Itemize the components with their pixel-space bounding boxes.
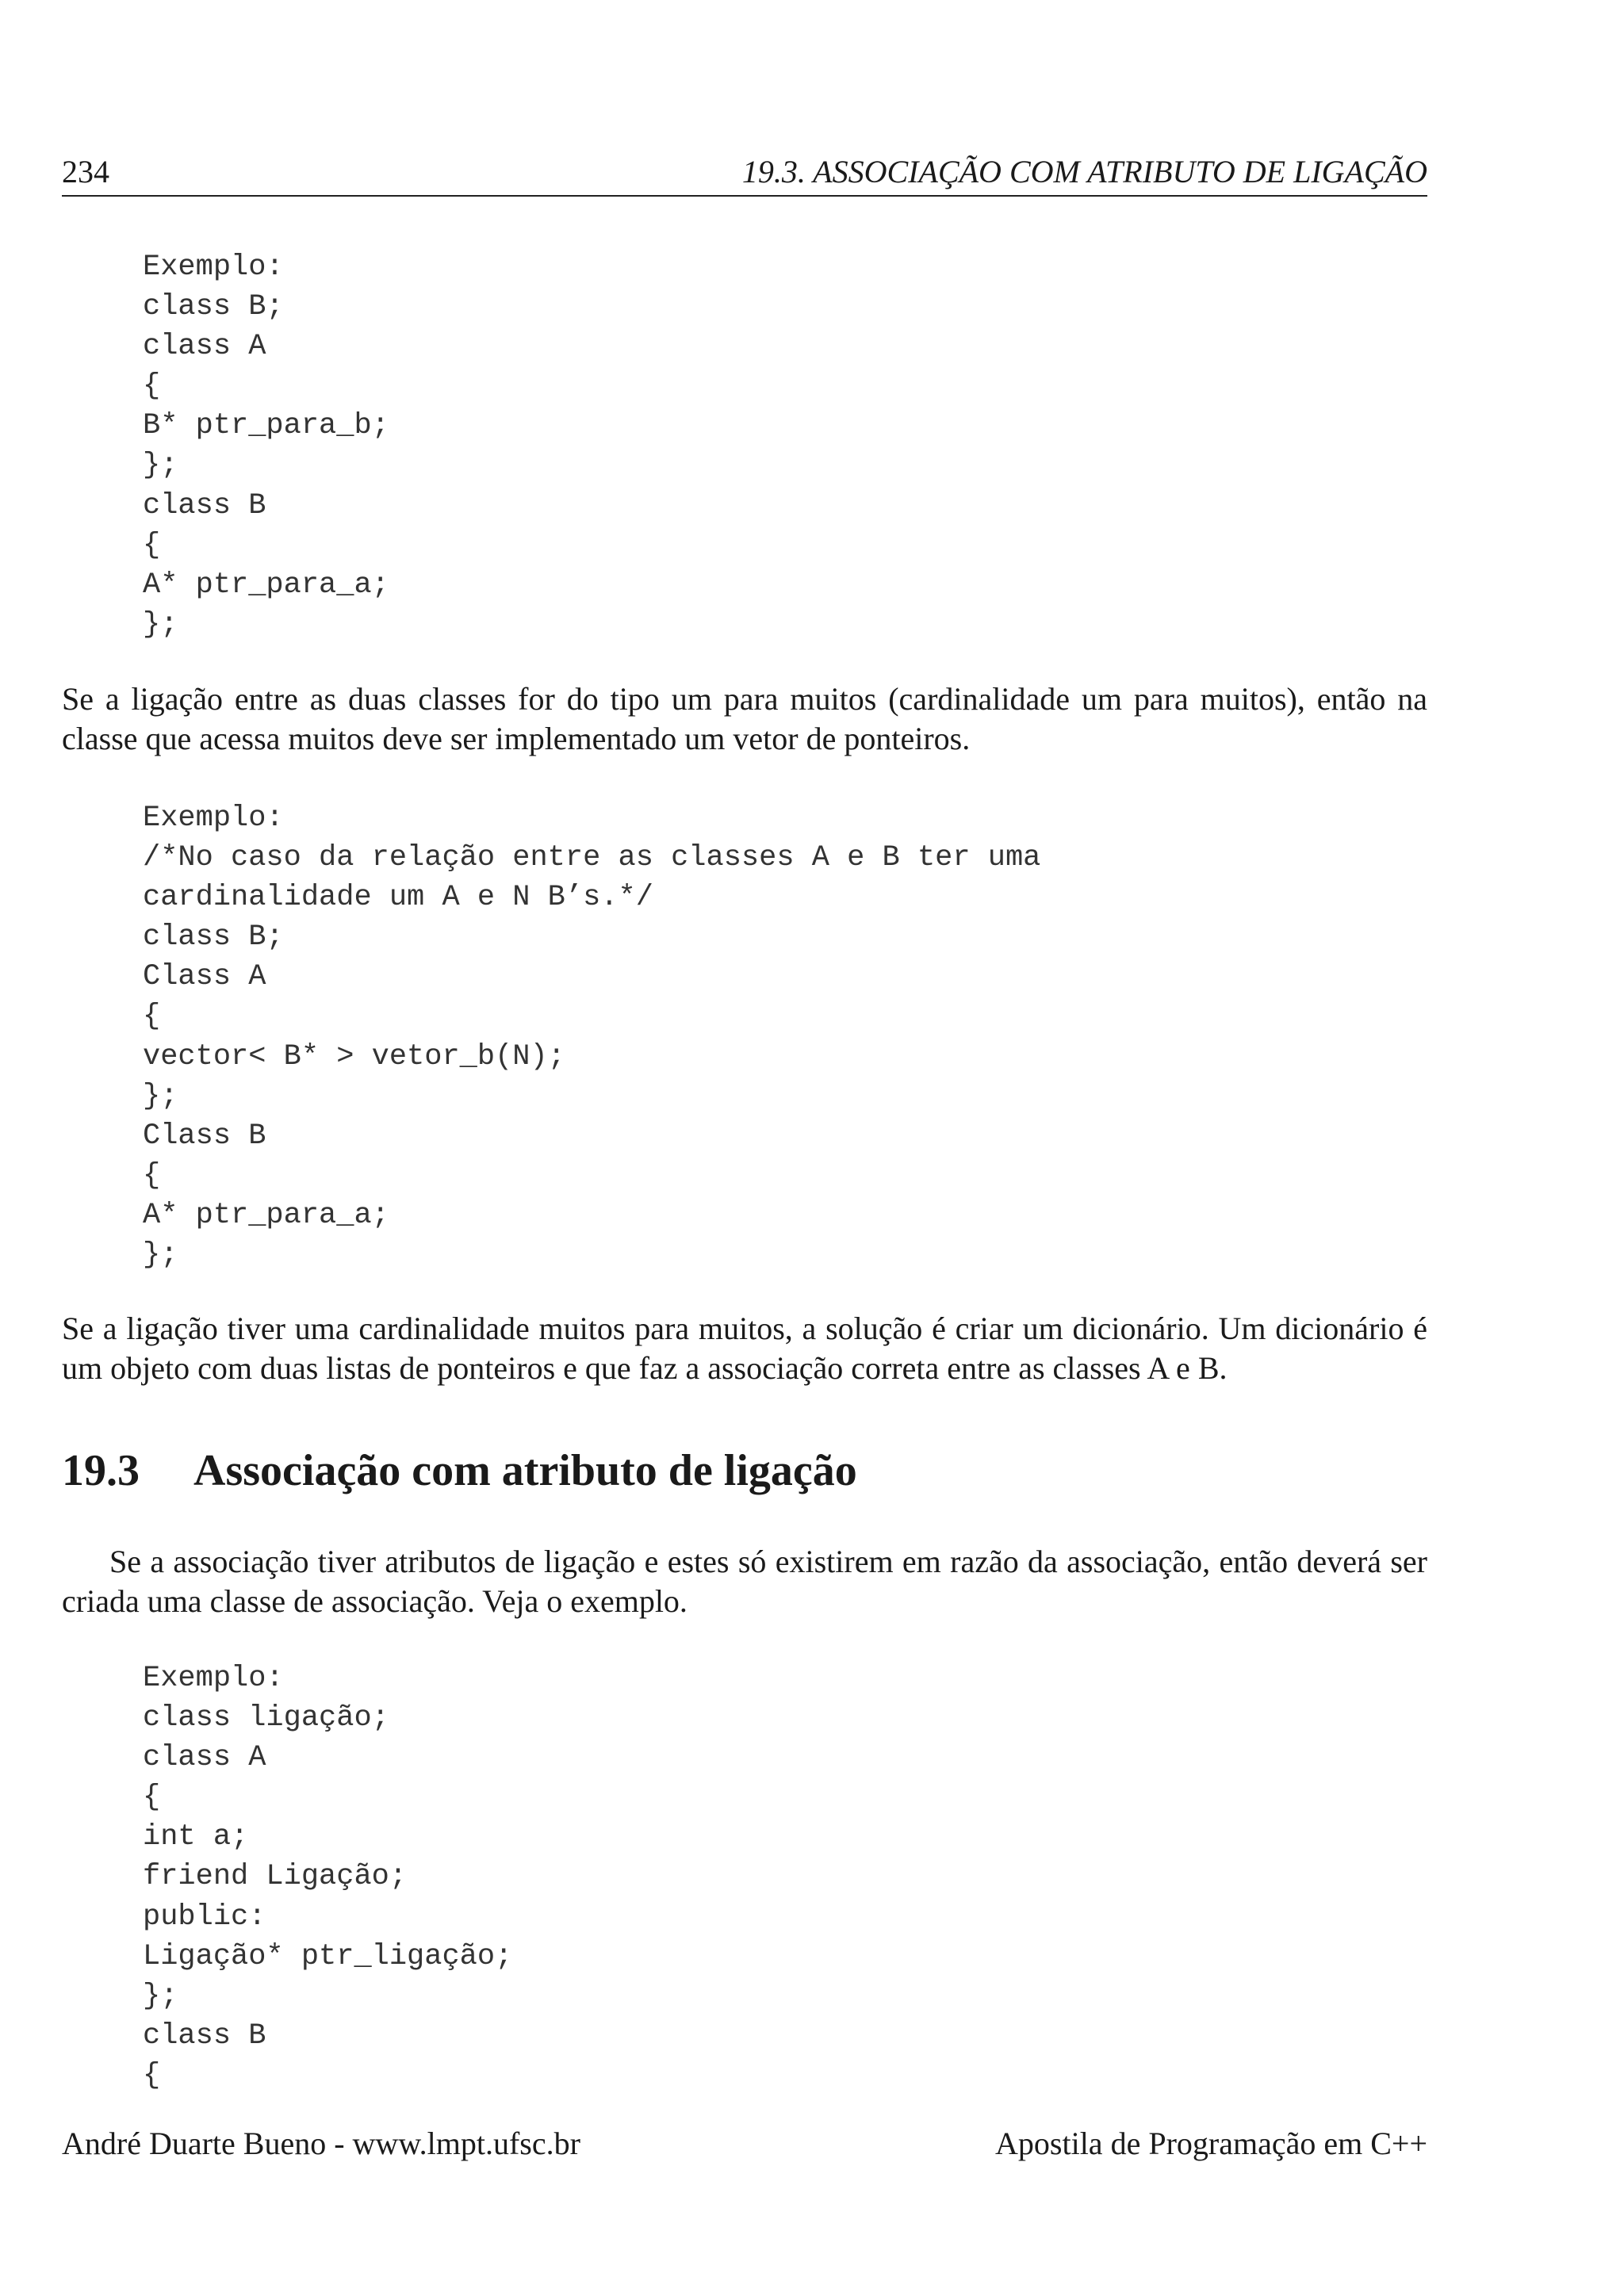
page-footer xyxy=(62,2125,1427,2172)
code-example-vector: Exemplo: /*No caso da relação entre as classes A e B ter uma cardinalidade um A e N B’s.*/ class B; Class A { vector< B* > vetor_b(N); }; Class B { A* ptr_para_a; }; xyxy=(143,802,1041,1272)
running-title: 19.3. ASSOCIAÇÃO COM ATRIBUTO DE LIGAÇÃO xyxy=(741,154,1427,189)
code-example-pointers: Exemplo: class B; class A { B* ptr_para_b; }; class B { A* ptr_para_a; }; xyxy=(143,251,389,641)
code-example-association: Exemplo: class ligação; class A { int a; friend Ligação; public: Ligação* ptr_ligação; }; class B { xyxy=(143,1662,513,2092)
paragraph-association-class: Se a associação tiver atributos de ligação e estes só existirem em razão da associação, então deverá ser criada uma classe de associação. Veja o exemplo. xyxy=(62,1544,1427,1619)
paragraph-one-to-many: Se a ligação entre as duas classes for do tipo um para muitos (cardinalidade um para muitos), então na classe que acessa muitos deve ser implementado um vetor de ponteiros. xyxy=(62,681,1427,756)
page-header xyxy=(62,151,1427,197)
section-number: 19.3 xyxy=(62,1446,140,1495)
paragraph-many-to-many: Se a ligação tiver uma cardinalidade muitos para muitos, a solução é criar um dicionário. Um dicionário é um objeto com duas listas de ponteiros e que faz a associação correta entre as classes A e B. xyxy=(62,1311,1427,1386)
section-title: Associação com atributo de ligação xyxy=(193,1446,857,1495)
page-number: 234 xyxy=(62,154,109,189)
section-heading xyxy=(62,1443,857,1498)
footer-author: André Duarte Bueno - www.lmpt.ufsc.br xyxy=(62,2126,580,2161)
footer-book-title: Apostila de Programação em C++ xyxy=(995,2126,1427,2161)
